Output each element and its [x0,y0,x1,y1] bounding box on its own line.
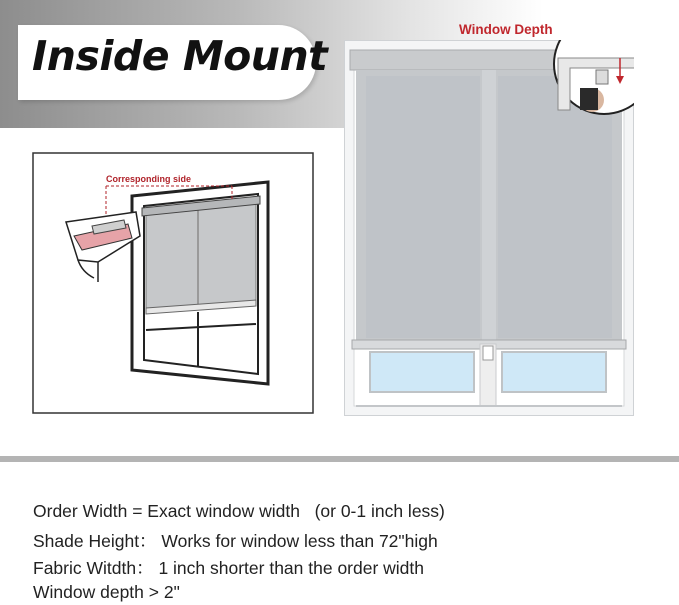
section-divider [0,456,679,462]
roller-shade-window-photo [344,40,634,416]
spec-order-width: Order Width = Exact window width (or 0-1 inch less) [33,501,445,521]
window-depth-label: Window Depth [459,22,553,37]
spec-shade-height: Shade Height： Works for window less than 72"high [33,531,438,551]
inside-mount-diagram [32,152,314,414]
spec-fabric-width: Fabric Witdth： 1 inch shorter than the order width [33,558,425,578]
page-title: Inside Mount [32,32,328,80]
corresponding-side-label: Corresponding side [106,174,192,184]
spec-window-depth: Window depth > 2" [33,582,180,602]
